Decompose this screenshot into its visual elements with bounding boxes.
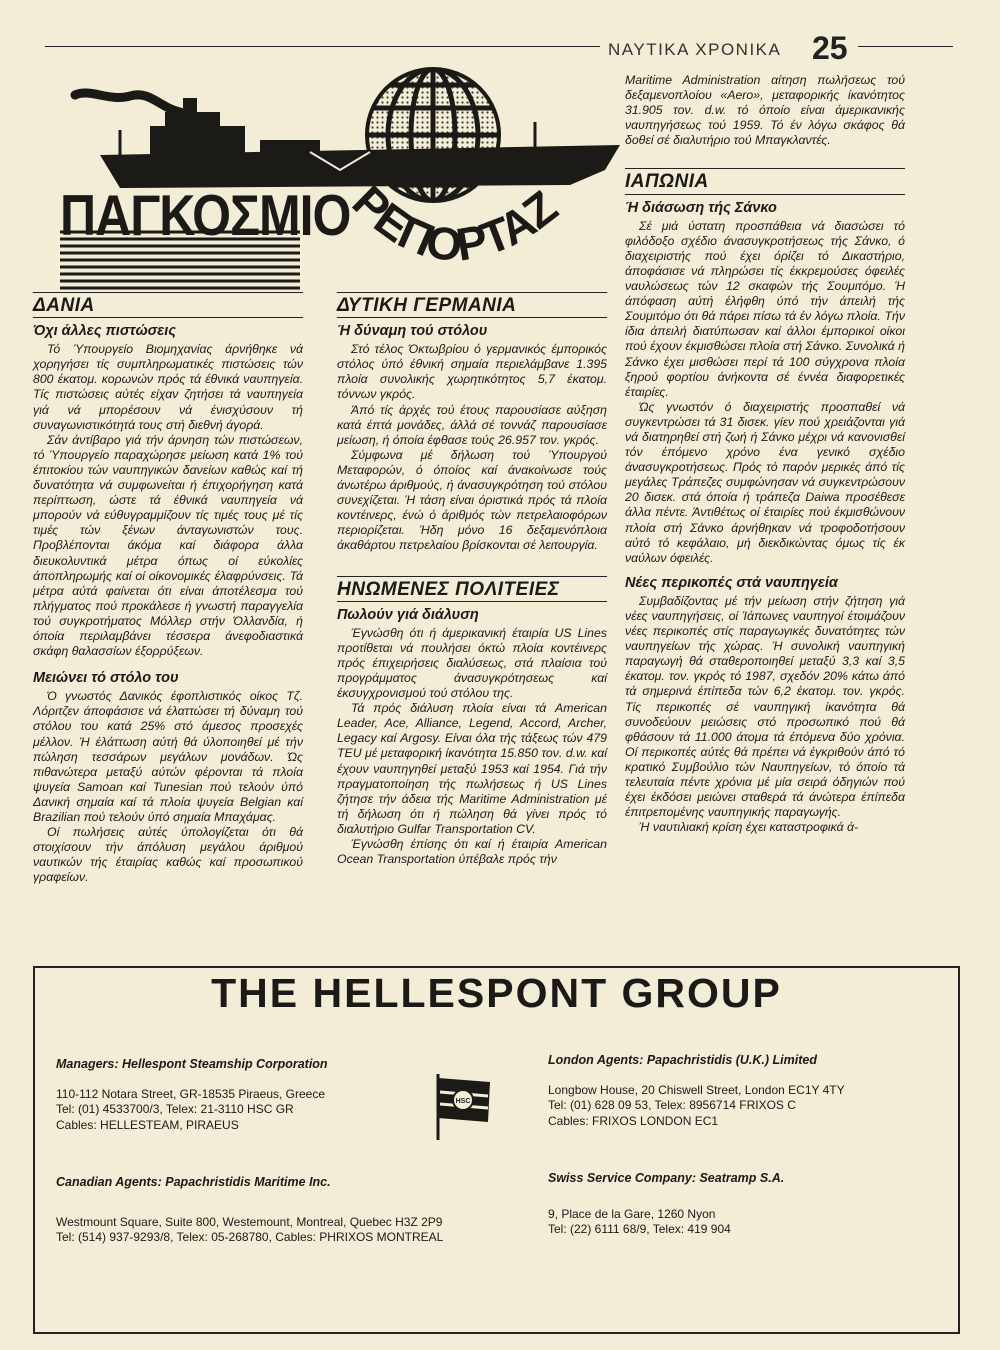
- ad-swiss-address: 9, Place de la Gare, 1260 Nyon: [548, 1206, 716, 1221]
- header-rule-right: [858, 46, 953, 47]
- advertisement-box: [33, 966, 960, 1334]
- paragraph: Σέ μιά ύστατη προσπάθεια νά διασώσει τό φιλόδοξο σχέδιο άνασυγκροτήσεως τής Σάνκο, ό διαχειριστής πού έχει όρίζει τό Δικαστήριο, άποφάσισε νά πληρώσει τίς έκκρεμούσες όφειλές ναυλώσεως τών 12 σκαφών τής Σουμιτόμο. Ή άπόφαση αύτή έλήφθη ύπό τήν άπειλή τής Σουμιτόμο ότι θά πάρει πίσω τά έν λόγω πλοία. Τήν ίδια άπειλή διατύπωσαν καί άλλοι έμπορικοί οίκοι πού έχουν έκμισθώσει πλοία στή Σάνκο. Συνολικά ή Σάνκο έχει μισθώσει περί τά 100 σύγχρονα πλοία ξηρού φορτίου άνήκοντα σέ έννέα διαφορετικές έταιρίες.: [625, 218, 905, 399]
- subheading-fleet-strength: Ή δύναμη τού στόλου: [337, 323, 488, 340]
- paragraph: Ή ναυτιλιακή κρίση έχει καταστροφικά ά-: [639, 820, 859, 835]
- header-rule-left: [45, 46, 600, 47]
- paragraph: Άπό τίς άρχές τού έτους παρουσίασε αύξηση κατά έπτά μονάδες, άλλά σέ τοννάζ παρουσίασε μείωση, ή όποία έφθασε τούς 26.957 τον. γκρός.: [337, 402, 607, 447]
- ad-canadian-address: Westmount Square, Suite 800, Westemount, Montreal, Quebec H3Z 2P9: [56, 1214, 443, 1229]
- ad-title: THE HELLESPONT GROUP: [211, 970, 782, 1016]
- flag-icon: [432, 1072, 494, 1142]
- section-heading-denmark: ΔΑΝΙΑ: [33, 292, 303, 318]
- ad-canadian-phone: Tel: (514) 937-9293/8, Telex: 05-268780, Cables: PHRIXOS MONTREAL: [56, 1230, 444, 1244]
- paragraph: Έγνώσθη έπίσης ότι καί ή έταιρία American Ocean Transportation ύπέβαλε πρός τήν: [337, 837, 607, 867]
- paragraph-continued: Maritime Administration αίτηση πωλήσεως τού δεξαμενοπλοίου «Aero», μεταφορικής ίκανότητος 31.905 τον. d.w. τό όποίο είναι άμερικανικής ναυπηγήσεως τού 1959. Τό έν λόγω σκάφος θά δοθεί σέ διαλυτήριο τού Μπαγκλαντές.: [625, 73, 905, 148]
- paragraph: Σάν άντίβαρο γιά τήν άρνηση τών πιστώσεων, τό Ύπουργείο παραχώρησε μείωση κατά 1% τού έπιτοκίου τών ναυπηγικών δανείων καθώς καί τή δυνατότητα νά συμφωνείται ή έπιχορήγηση κατά περίπτωση, ώστε τά έθνικά ναυπηγεία νά μπορούν νά εύθυγραμμίζουν τίς τιμές τους μέ τίς τιμές τών ξένων άνταγωνιστών τους. Προβλέπονται άκόμα καί διάφορα άλλα διευκολυντικά μέτρα όπως οί εύκολίες άποπληρωμής καί οί οίκονομικές έλαφρύνσεις. Τά μέτρα αύτά φαίνεται ότι είναι άποτέλεσμα τού πλήγματος πού προκάλεσε ή γνωστή παραγγελία τού συγκροτήματος Μόλλερ στήν Όλλανδία, ή όποία περιλαμβάνει τέσσερα άνεφοδιαστικά σκάφη θαλασσίων έξορρύξεων.: [33, 432, 303, 659]
- ad-managers-phone: Tel: (01) 4533700/3, Telex: 21-3110 HSC GR: [56, 1102, 294, 1116]
- ad-swiss-service: [548, 1171, 948, 1238]
- page-number: 25: [812, 30, 848, 66]
- ad-london-agents: [548, 1053, 948, 1129]
- ad-managers-cables: Cables: HELLESTEAM, PIRAEUS: [56, 1117, 239, 1132]
- subheading-fleet-reduction: Μειώνει τό στόλο του: [33, 670, 179, 687]
- paragraph: Σύμφωνα μέ δήλωση τού Ύπουργού Μεταφορών, ό όποίος καί άνακοίνωσε τούς άνωτέρω άριθμούς, ή άνασυγκρότηση τού στόλου συνεχίζεται. Ή τάση είναι όριστικά πρός τά πλοία κοντέινερς, ένώ ό άριθμός τών πετρελαιοφόρων περιορίζεται. Ήδη μόνο 16 δεξαμενόπλοια άκαθάρτου πετρελαίου βρίσκονται σέ λειτουργία.: [337, 447, 607, 553]
- ad-canadian-agents: [56, 1175, 536, 1246]
- ad-swiss-phone: Tel: (22) 6111 68/9, Telex: 419 904: [548, 1222, 731, 1236]
- ad-managers-heading: Managers: Hellespont Steamship Corporation: [56, 1057, 328, 1071]
- paragraph: Ώς γνωστόν ό διαχειριστής προσπαθεί νά συγκεντρώσει τά 31 δισεκ. γίεν πού χρειάζονται γιά νά διατηρηθεί στή ζωή ή Σάνκο μέχρι νά κανονισθεί τόν έπόμενο χρόνο ένα γενικό σχέδιο άνασυγκροτήσεως. Πρός τό παρόν μερικές άπό τίς μεγάλες Τράπεζες συμφώνησαν νά συγκεντρώσουν 20 δισεκ. στά όποία ή τράπεζα Daiwa προσέθεσε άλλα πέντε. Άντιθέτως οί έταιρίες πού έκμισθώνουν πλοία στή Σάνκο άρνήθηκαν νά τροφοδοτήσουν αύτό τό κεφάλαιο, μή διεκδικώντας όμως τίς έκ ναύλων όφειλές.: [625, 399, 905, 565]
- banner-title-world: ΠΑΓΚΟΣΜΙΟ: [60, 183, 351, 248]
- paragraph: Έγνώσθη ότι ή άμερικανική έταιρία US Lines προτίθεται νά πουλήσει όκτώ πλοία κοντέινερς πρός έπιχειρήσεις διαλύσεως, στά πλαίσια τού προγράμματος άνασυγκρότησεως καί έκσυγχρονισμού τού στόλου της.: [337, 625, 607, 701]
- paragraph: Τά πρός διάλυση πλοία είναι τά American Leader, Ace, Alliance, Legend, Accord, Archer, Legacy καί Argosy. Είναι όλα τής τάξεως τών 479 TEU μέ μεταφορική ίκανότητα 15.850 τον. d.w. καί έχουν ναυπηγηθεί μεταξύ 1953 καί 1954. Γιά τήν πραγματοποίηση τής πωλήσεως ή US Lines ζήτησε τήν άδεια τής Maritime Administration μέ τή δήλωση ότι ή πώληση θά γίνει πρός τό διαλυτήριο Gulfar Transportation CV.: [337, 701, 607, 836]
- paragraph: Τό Ύπουργείο Βιομηχανίας άρνήθηκε νά χορηγήσει τίς συμπληρωματικές πιστώσεις τών 800 έκατομ. κορωνών πρός τά έθνικά ναυπηγεία. Τίς πιστώσεις αύτές είχαν ζητήσει τά ναυπηγεία γιά νά μπορέσουν νά ένισχύσουν τή συναγωνιστικότητά τους στή διεθνή άγορά.: [33, 342, 303, 432]
- ad-swiss-heading: Swiss Service Company: Seatramp S.A.: [548, 1171, 785, 1185]
- ad-london-heading: London Agents: Papachristidis (U.K.) Limited: [548, 1053, 817, 1067]
- column-denmark: [33, 292, 303, 885]
- magazine-name: ΝΑΥΤΙΚΑ ΧΡΟΝΙΚΑ: [608, 40, 782, 59]
- paragraph: Στό τέλος Όκτωβρίου ό γερμανικός έμπορικός στόλος ύπό έθνική σημαία περιελάμβανε 1.395 πλοία συνολικής χωρητικότητος 5,7 έκατομ. τόννων γκρός.: [337, 342, 607, 402]
- ad-canadian-heading: Canadian Agents: Papachristidis Maritime Inc.: [56, 1175, 331, 1189]
- flag-label: HSC: [455, 1098, 471, 1105]
- ad-london-phone: Tel: (01) 628 09 53, Telex: 8956714 FRIXOS C: [548, 1098, 796, 1112]
- ad-managers: [56, 1057, 476, 1133]
- section-heading-japan: ΙΑΠΩΝΙΑ: [625, 168, 905, 194]
- subheading-shipyard-cuts: Νέες περικοπές στά ναυπηγεία: [625, 574, 838, 591]
- ad-london-address: Longbow House, 20 Chiswell Street, London EC1Y 4TY: [548, 1082, 845, 1097]
- column-japan: [625, 73, 905, 835]
- ad-london-cables: Cables: FRIXOS LONDON EC1: [548, 1113, 719, 1128]
- banner-title-report: [340, 175, 580, 285]
- subheading-sanko-rescue: Ή διάσωση τής Σάνκο: [625, 199, 777, 216]
- section-heading-west-germany: ΔΥΤΙΚΗ ΓΕΡΜΑΝΙΑ: [337, 292, 607, 318]
- column-west-germany-usa: [337, 292, 607, 867]
- subheading-sold-for-scrap: Πωλούν γιά διάλυση: [337, 606, 479, 623]
- svg-text:ΡΕΠΟΡΤΑΖ: [343, 175, 566, 271]
- subheading-no-more-credits: Όχι άλλες πιστώσεις: [33, 323, 176, 340]
- ad-managers-address: 110-112 Notara Street, GR-18535 Piraeus, Greece: [56, 1086, 326, 1101]
- section-heading-united-states: ΗΝΩΜΕΝΕΣ ΠΟΛΙΤΕΙΕΣ: [337, 576, 607, 602]
- paragraph: Ό γνωστός Δανικός έφοπλιστικός οίκος Τζ. Λόριτζεν άποφάσισε νά έλαττώσει τή δύναμη τού στόλου του κατά 25% στό άμεσος προσεχές μέλλον. Ή έλάττωση αύτή θά ύλοποιηθεί μέ τήν πώληση τεσσάρων μεγάλων μονάδων. Ώς πιθανώτερα μεταξύ αύτών φέρονται τά πλοία ψυγεία Samoan καί Tunesian πού τελούν ύπό Δανική σημαία καί τά πλοία ψυγεία Belgian καί Brazilian πού τελούν ύπό σημαία Μπαχάμας.: [33, 689, 303, 824]
- paragraph: Συμβαδίζοντας μέ τήν μείωση στήν ζήτηση γιά νέες ναυπηγήσεις, οί Ίάπωνες ναυπηγοί έτοιμάζουν νέες περικοπές στίς παραγωγικές δυνατότητες τών ναυπηγείων τής χώρας. Ή συνολική ναυπηγική παραγωγή θά σταθεροποιηθεί μεταξύ 3,3 καί 3,5 έκατομ. τον. γκρός τό 1987, σχεδόν 20% κάτω άπό τά σημερινά έπίπεδα τών 6,2 έκατομ. τον. γκρός. Τίς περικοπές σέ ναυπηγική ίκανότητα θά συνοδεύουν μειώσεις στό προσωπικό πού θά φθάσουν τά 11.000 άτομα τά έπόμενα δύο χρόνια. Οί περικοπές αύτές θά πρέπει νά έγκριθούν άπό τό κρατικό Συμβούλιο τών Ναυπηγείων, τό όποίο τά τελευταία πέντε χρόνια μέ μία σειρά όδηγιών πού έχει έκδόσει μειώνει σταθερά τά άνώτερα έπίπεδα έπιτρεπομένης ναυπηγικής παραγωγής.: [625, 593, 905, 820]
- banner-report-text: ΡΕΠΟΡΤΑΖ: [342, 175, 567, 272]
- paragraph: Οί πωλήσεις αύτές ύπολογίζεται ότι θά στοιχίσουν τήν άπόλυση μεγάλου άριθμού ναυτικών τής έταιρίας καθώς καί προσωπικού γραφείων.: [33, 825, 303, 885]
